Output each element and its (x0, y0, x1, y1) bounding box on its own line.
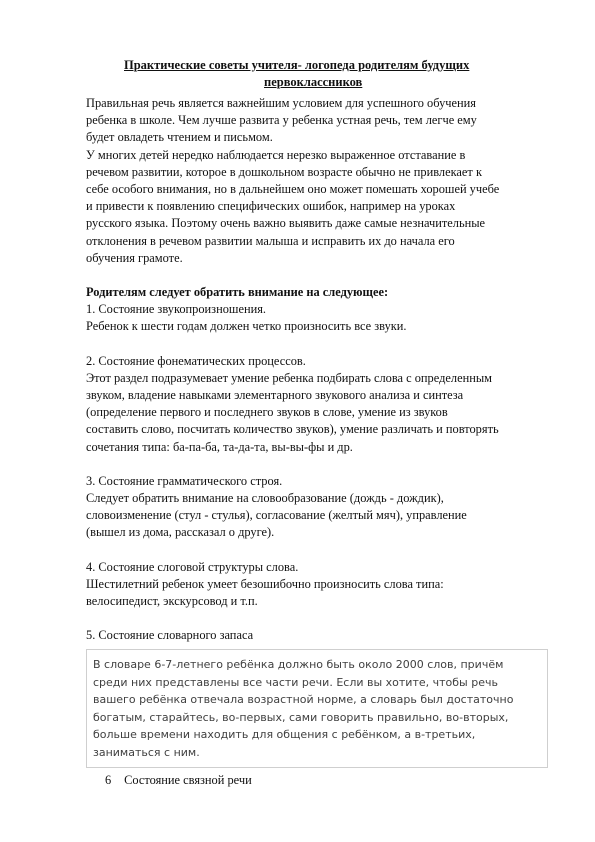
box-line: вашего ребёнка отвечала возрастной норме, а словарь был достаточно (93, 693, 514, 707)
section-heading: 1. Состояние звукопроизношения. (86, 302, 267, 317)
intro-line: отклонения в речевом развитии малыша и исправить их до начала его (86, 233, 455, 248)
section-line: Этот раздел подразумевает умение ребенка подбирать слова с определенным (86, 370, 493, 385)
title-line-1: Практические советы учителя- логопеда родителям будущих (124, 58, 470, 72)
section-line: (вышел из дома, рассказал о друге). (86, 525, 275, 540)
section-6-label: Состояние связной речи (124, 773, 252, 788)
box-line: среди них представлены все части речи. Если вы хотите, чтобы речь (93, 675, 498, 689)
box-line: заниматься с ним. (93, 745, 200, 759)
document-title (86, 57, 595, 91)
vocabulary-box (86, 649, 548, 768)
box-line: больше времени находить для общения с ребёнком, а в-третьих, (93, 728, 476, 742)
box-line: богатым, старайтесь, во-первых, сами говорить правильно, во-вторых, (93, 710, 509, 724)
intro-line: будет овладеть чтением и письмом. (86, 130, 273, 145)
intro-paragraph (86, 95, 586, 267)
intro-line: У многих детей нередко наблюдается нерезко выраженное отставание в (86, 147, 466, 162)
intro-line: обучения грамоте. (86, 250, 183, 265)
section-line: Шестилетний ребенок умеет безошибочно произносить слова типа: (86, 576, 444, 591)
document-body (86, 95, 586, 790)
section-line: составить слово, посчитать количество звуков), умение различать и повторять (86, 422, 499, 437)
intro-line: речевом развитии, которое в дошкольном возрасте обычно не привлекает к (86, 164, 482, 179)
section-heading: 5. Состояние словарного запаса (86, 628, 254, 643)
intro-line: ребенка в школе. Чем лучше развита у ребенка устная речь, тем легче ему (86, 113, 477, 128)
section-5 (86, 627, 586, 768)
section-line: Следует обратить внимание на словообразование (дождь - дождик), (86, 491, 444, 506)
section-1 (86, 301, 586, 335)
intro-line: себе особого внимания, но в дальнейшем оно может помешать хорошей учебе (86, 182, 500, 197)
section-line: (определение первого и последнего звуков в слове, умение из звуков (86, 405, 448, 420)
section-2 (86, 353, 586, 456)
intro-line: Правильная речь является важнейшим условием для успешного обучения (86, 96, 476, 110)
section-line: Ребенок к шести годам должен четко произносить все звуки. (86, 319, 407, 334)
section-line: велосипедист, экскурсовод и т.п. (86, 594, 258, 609)
intro-line: русского языка. Поэтому очень важно выявить даже самые незначительные (86, 216, 486, 231)
section-heading: 4. Состояние слоговой структуры слова. (86, 559, 299, 574)
box-line: В словаре 6-7-летнего ребёнка должно быть около 2000 слов, причём (93, 658, 504, 672)
section-line: сочетания типа: ба-па-ба, та-да-та, вы-вы-фы и др. (86, 439, 353, 454)
title-line-2: первоклассников (264, 75, 363, 89)
section-line: словоизменение (стул - стулья), согласование (желтый мяч), управление (86, 508, 467, 523)
section-line: звуком, владение навыками элементарного звукового анализа и синтеза (86, 388, 464, 403)
section-heading: 3. Состояние грамматического строя. (86, 473, 283, 488)
section-heading: 2. Состояние фонематических процессов. (86, 353, 306, 368)
attention-heading: Родителям следует обратить внимание на следующее: (86, 285, 389, 300)
intro-line: и привести к появлению специфических ошибок, например на уроках (86, 199, 456, 214)
section-4 (86, 559, 586, 611)
section-3 (86, 473, 586, 542)
section-6 (86, 772, 586, 789)
section-6-number: 6 (105, 773, 112, 788)
